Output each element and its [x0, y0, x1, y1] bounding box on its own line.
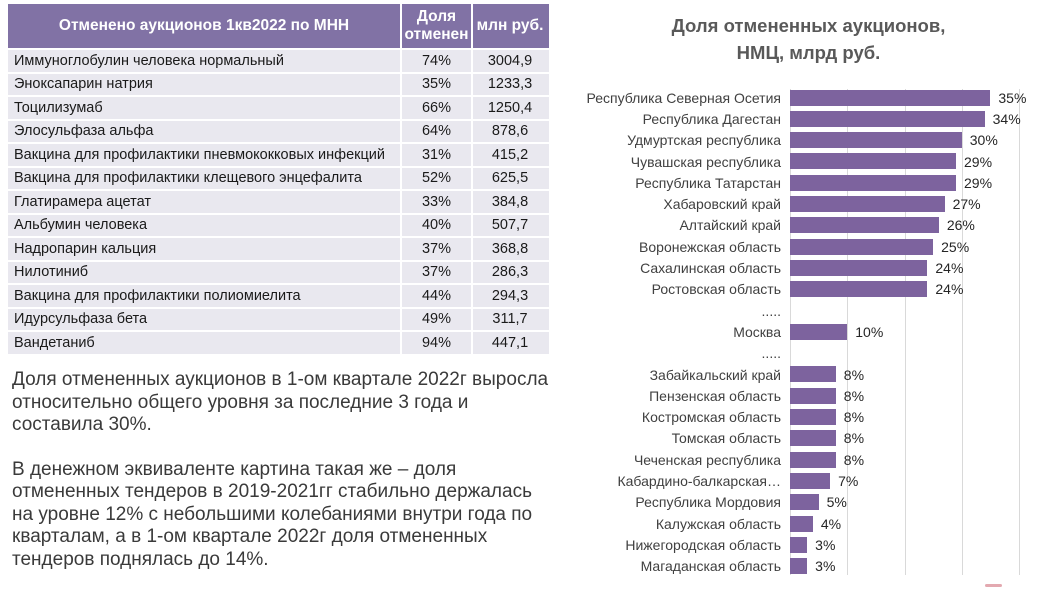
chart-row	[563, 364, 1054, 385]
category-label: Воронежская область	[639, 238, 781, 255]
bar	[790, 153, 956, 169]
category-label: .....	[761, 345, 781, 362]
chart-row	[563, 385, 1054, 406]
category-label: Республика Дагестан	[642, 110, 781, 127]
drug-name-cell: Нилотиниб	[14, 264, 89, 281]
chart-row	[563, 470, 1054, 491]
drug-name-cell: Эноксапарин натрия	[14, 76, 153, 93]
category-label: .....	[761, 302, 781, 319]
drug-name-cell: Вакцина для профилактики клещевого энцефалита	[14, 170, 362, 187]
category-label: Республика Северная Осетия	[586, 89, 781, 106]
drug-name-cell: Вакцина для профилактики полиомиелита	[14, 287, 301, 304]
category-label: Республика Татарстан	[635, 174, 781, 191]
chart-row	[563, 130, 1054, 151]
chart-title	[563, 13, 1054, 67]
mln-rub-cell: 447,1	[471, 332, 547, 354]
category-label: Забайкальский край	[649, 366, 781, 383]
bar	[790, 217, 939, 233]
category-label: Пензенская область	[649, 387, 781, 404]
category-label: Сахалинская область	[640, 260, 781, 277]
bar	[790, 175, 956, 191]
bar	[790, 558, 807, 574]
bar	[790, 239, 933, 255]
chart-row	[563, 236, 1054, 257]
watermark-mark	[985, 584, 1002, 587]
bar	[790, 452, 836, 468]
value-label: 4%	[820, 515, 842, 532]
chart-rows	[563, 87, 1054, 577]
note-paragraph-2: В денежном эквиваленте картина такая же – доля отмененных тендеров в 2019-2021гг стабильно держалась на уровне 12% с небольшими колебаниями внутри года по кварталам, а в 1-ом квартале 2022г доля отмененных тендеров поднялась до 14%.	[12, 458, 533, 570]
chart-row	[563, 492, 1054, 513]
mln-rub-cell: 415,2	[471, 144, 547, 166]
chart-row	[563, 300, 1054, 321]
plot-cell	[790, 236, 1019, 257]
category-label: Республика Мордовия	[635, 494, 781, 511]
table-row	[8, 168, 549, 190]
table-row	[8, 74, 549, 96]
value-label: 29%	[964, 174, 993, 191]
bar	[790, 132, 962, 148]
cancelled-auctions-table	[8, 4, 549, 354]
mln-rub-cell: 3004,9	[471, 50, 547, 72]
plot-cell	[790, 130, 1019, 151]
chart-row	[563, 87, 1054, 108]
bar	[790, 366, 836, 382]
bar	[790, 430, 836, 446]
value-label: 3%	[815, 558, 836, 575]
chart-row	[563, 449, 1054, 470]
value-label: 25%	[941, 238, 970, 255]
category-label: Чувашская республика	[630, 153, 781, 170]
value-label: 26%	[946, 217, 975, 234]
value-label: 8%	[843, 366, 865, 383]
chart-row	[563, 151, 1054, 172]
value-label: 10%	[855, 323, 884, 340]
value-label: 30%	[969, 132, 998, 149]
mln-rub-cell: 507,7	[471, 215, 547, 237]
category-label: Алтайский край	[679, 217, 781, 234]
category-label: Костромская область	[641, 409, 781, 426]
drug-name-cell: Надропарин кальция	[14, 240, 157, 257]
value-label: 8%	[843, 430, 865, 447]
category-label: Удмуртская республика	[627, 132, 781, 149]
value-label: 24%	[935, 260, 964, 277]
table-header-share: Доля отменен	[400, 4, 471, 48]
plot-cell	[790, 151, 1019, 172]
plot-cell	[790, 406, 1019, 427]
share-cell: 49%	[400, 309, 471, 331]
share-cell: 44%	[400, 285, 471, 307]
category-label: Хабаровский край	[663, 196, 781, 213]
chart-row	[563, 279, 1054, 300]
table-body	[8, 50, 549, 354]
plot-cell	[790, 449, 1019, 470]
value-label: 35%	[998, 89, 1027, 106]
bar	[790, 409, 836, 425]
category-label: Магаданская область	[640, 558, 781, 575]
plot-cell	[790, 172, 1019, 193]
table-row	[8, 238, 549, 260]
cancelled-share-chart	[563, 0, 1054, 593]
bar	[790, 388, 836, 404]
drug-name-cell: Идурсульфаза бета	[14, 311, 148, 328]
plot-cell	[790, 513, 1019, 534]
table-row	[8, 332, 549, 354]
drug-name-cell: Вандетаниб	[14, 334, 95, 351]
plot-cell	[790, 257, 1019, 278]
drug-name-cell: Тоцилизумаб	[14, 99, 103, 116]
drug-name-cell: Альбумин человека	[14, 217, 148, 234]
category-label: Москва	[733, 323, 781, 340]
bar	[790, 90, 990, 106]
value-label: 7%	[838, 472, 859, 489]
chart-row	[563, 556, 1054, 577]
bar	[790, 516, 813, 532]
chart-title-line2: НМЦ, млрд руб.	[736, 41, 881, 63]
note-paragraph-1: Доля отмененных аукционов в 1-ом квартале 2022г выросла относительно общего уровня за последние 3 года и составила 30%.	[12, 369, 549, 435]
drug-name-cell: Глатирамера ацетат	[14, 193, 151, 210]
chart-row	[563, 257, 1054, 278]
share-cell: 64%	[400, 121, 471, 143]
category-label: Кабардино-балкарская…	[617, 472, 781, 489]
mln-rub-cell: 286,3	[471, 262, 547, 284]
chart-row	[563, 215, 1054, 236]
plot-cell	[790, 385, 1019, 406]
share-cell: 74%	[400, 50, 471, 72]
table-row	[8, 309, 549, 331]
chart-row	[563, 406, 1054, 427]
bar	[790, 473, 830, 489]
table-row	[8, 262, 549, 284]
share-cell: 37%	[400, 262, 471, 284]
category-label: Ростовская область	[651, 281, 781, 298]
mln-rub-cell: 294,3	[471, 285, 547, 307]
bar	[790, 537, 807, 553]
plot-cell	[790, 215, 1019, 236]
category-label: Нижегородская область	[625, 536, 781, 553]
plot-cell	[790, 492, 1019, 513]
value-label: 8%	[843, 451, 865, 468]
share-cell: 94%	[400, 332, 471, 354]
plot-cell	[790, 534, 1019, 555]
bar-chart-area	[563, 87, 1054, 579]
mln-rub-cell: 384,8	[471, 191, 547, 213]
value-label: 29%	[964, 153, 993, 170]
bar	[790, 281, 927, 297]
mln-rub-cell: 311,7	[471, 309, 547, 331]
table-row	[8, 50, 549, 72]
chart-title-line1: Доля отмененных аукционов,	[671, 15, 946, 36]
share-cell: 52%	[400, 168, 471, 190]
share-cell: 31%	[400, 144, 471, 166]
bar	[790, 324, 847, 340]
table-header-mnn: Отменено аукционов 1кв2022 по МНН	[58, 17, 350, 35]
plot-cell	[790, 428, 1019, 449]
plot-cell	[790, 470, 1019, 491]
table-row	[8, 97, 549, 119]
chart-row	[563, 321, 1054, 342]
chart-row	[563, 108, 1054, 129]
drug-name-cell: Элосульфаза альфа	[14, 123, 154, 140]
value-label: 8%	[843, 409, 865, 426]
chart-row	[563, 513, 1054, 534]
plot-cell	[790, 87, 1027, 108]
table-row	[8, 144, 549, 166]
category-label: Калужская область	[655, 515, 781, 532]
mln-rub-cell: 878,6	[471, 121, 547, 143]
plot-cell	[790, 321, 1019, 342]
value-label: 27%	[952, 196, 981, 213]
value-label: 34%	[992, 110, 1021, 127]
mln-rub-cell: 1233,3	[471, 74, 547, 96]
share-cell: 37%	[400, 238, 471, 260]
value-label: 3%	[815, 536, 836, 553]
bar	[790, 111, 985, 127]
table-row	[8, 121, 549, 143]
plot-cell	[790, 364, 1019, 385]
share-cell: 66%	[400, 97, 471, 119]
drug-name-cell: Вакцина для профилактики пневмококковых инфекций	[14, 146, 385, 163]
mln-rub-cell: 368,8	[471, 238, 547, 260]
table-row	[8, 285, 549, 307]
table-header-mln: млн руб.	[471, 4, 547, 48]
mln-rub-cell: 1250,4	[471, 97, 547, 119]
plot-cell	[790, 279, 1019, 300]
value-label: 24%	[935, 281, 964, 298]
share-cell: 33%	[400, 191, 471, 213]
bar	[790, 494, 819, 510]
share-cell: 40%	[400, 215, 471, 237]
value-label: 5%	[826, 494, 847, 511]
bar	[790, 196, 945, 212]
mln-rub-cell: 625,5	[471, 168, 547, 190]
table-row	[8, 191, 549, 213]
plot-cell	[790, 300, 1019, 321]
category-label: Томская область	[671, 430, 781, 447]
plot-cell	[790, 193, 1019, 214]
plot-cell	[790, 556, 1019, 577]
summary-notes	[12, 369, 555, 593]
chart-row	[563, 534, 1054, 555]
drug-name-cell: Иммуноглобулин человека нормальный	[14, 52, 284, 69]
share-cell: 35%	[400, 74, 471, 96]
plot-cell	[790, 343, 1019, 364]
bar	[790, 260, 927, 276]
category-label: Чеченская республика	[633, 451, 781, 468]
table-row	[8, 215, 549, 237]
plot-cell	[790, 108, 1019, 129]
chart-row	[563, 172, 1054, 193]
chart-row	[563, 428, 1054, 449]
chart-row	[563, 193, 1054, 214]
chart-row	[563, 343, 1054, 364]
table-header-row	[8, 4, 549, 48]
value-label: 8%	[843, 387, 865, 404]
